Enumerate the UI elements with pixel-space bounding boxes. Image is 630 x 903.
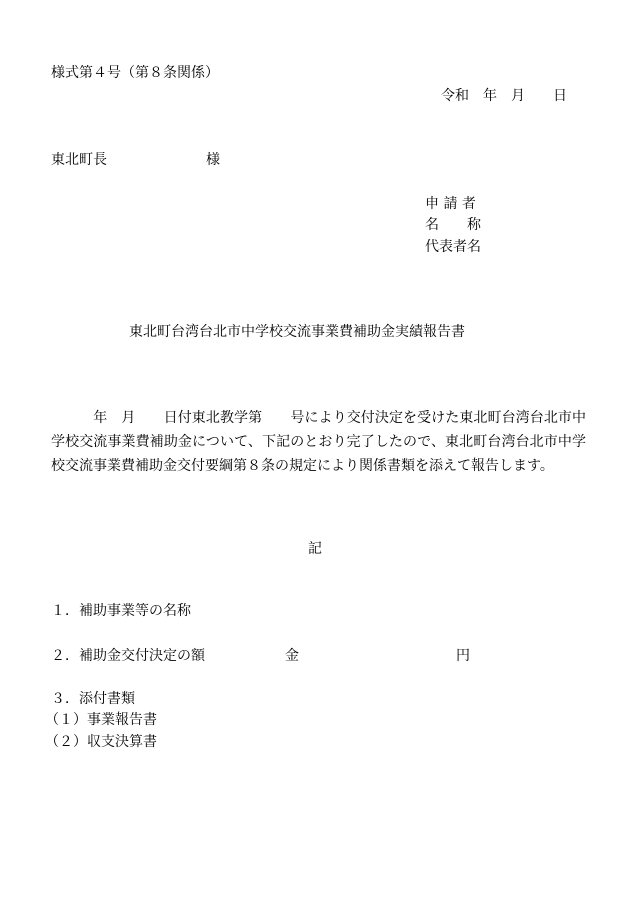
item-2-yen: 円 — [456, 648, 470, 664]
item-2-grant-amount-label: ２．補助金交付決定の額 — [51, 648, 205, 664]
date-line: 令和 年 月 日 — [441, 88, 567, 104]
attachment-2-settlement: （２）収支決算書 — [45, 734, 157, 750]
ki-heading: 記 — [308, 541, 322, 557]
item-3-attachments: ３．添付書類 — [51, 691, 135, 707]
body-paragraph: 年 月 日付東北教学第 号により交付決定を受けた東北町台湾台北市中学校交流事業費補助金について、下記のとおり完了したので、東北町台湾台北市中学校交流事業費補助金交付要綱第８条の規定により関係書類を添えて報告します。 — [51, 410, 586, 474]
attachment-1-report: （１）事業報告書 — [45, 712, 157, 728]
addressee-name: 東北町長 — [51, 152, 107, 168]
form-number-label: 様式第４号（第８条関係） — [51, 65, 219, 81]
item-2-kin: 金 — [285, 648, 299, 664]
representative-label: 代表者名 — [425, 239, 481, 255]
item-1-project-name: １．補助事業等の名称 — [51, 603, 191, 619]
addressee-honorific: 様 — [206, 152, 220, 168]
document-title: 東北町台湾台北市中学校交流事業費補助金実績報告書 — [129, 324, 465, 340]
applicant-name-label: 名 称 — [425, 217, 481, 233]
applicant-label: 申 請 者 — [425, 196, 476, 212]
